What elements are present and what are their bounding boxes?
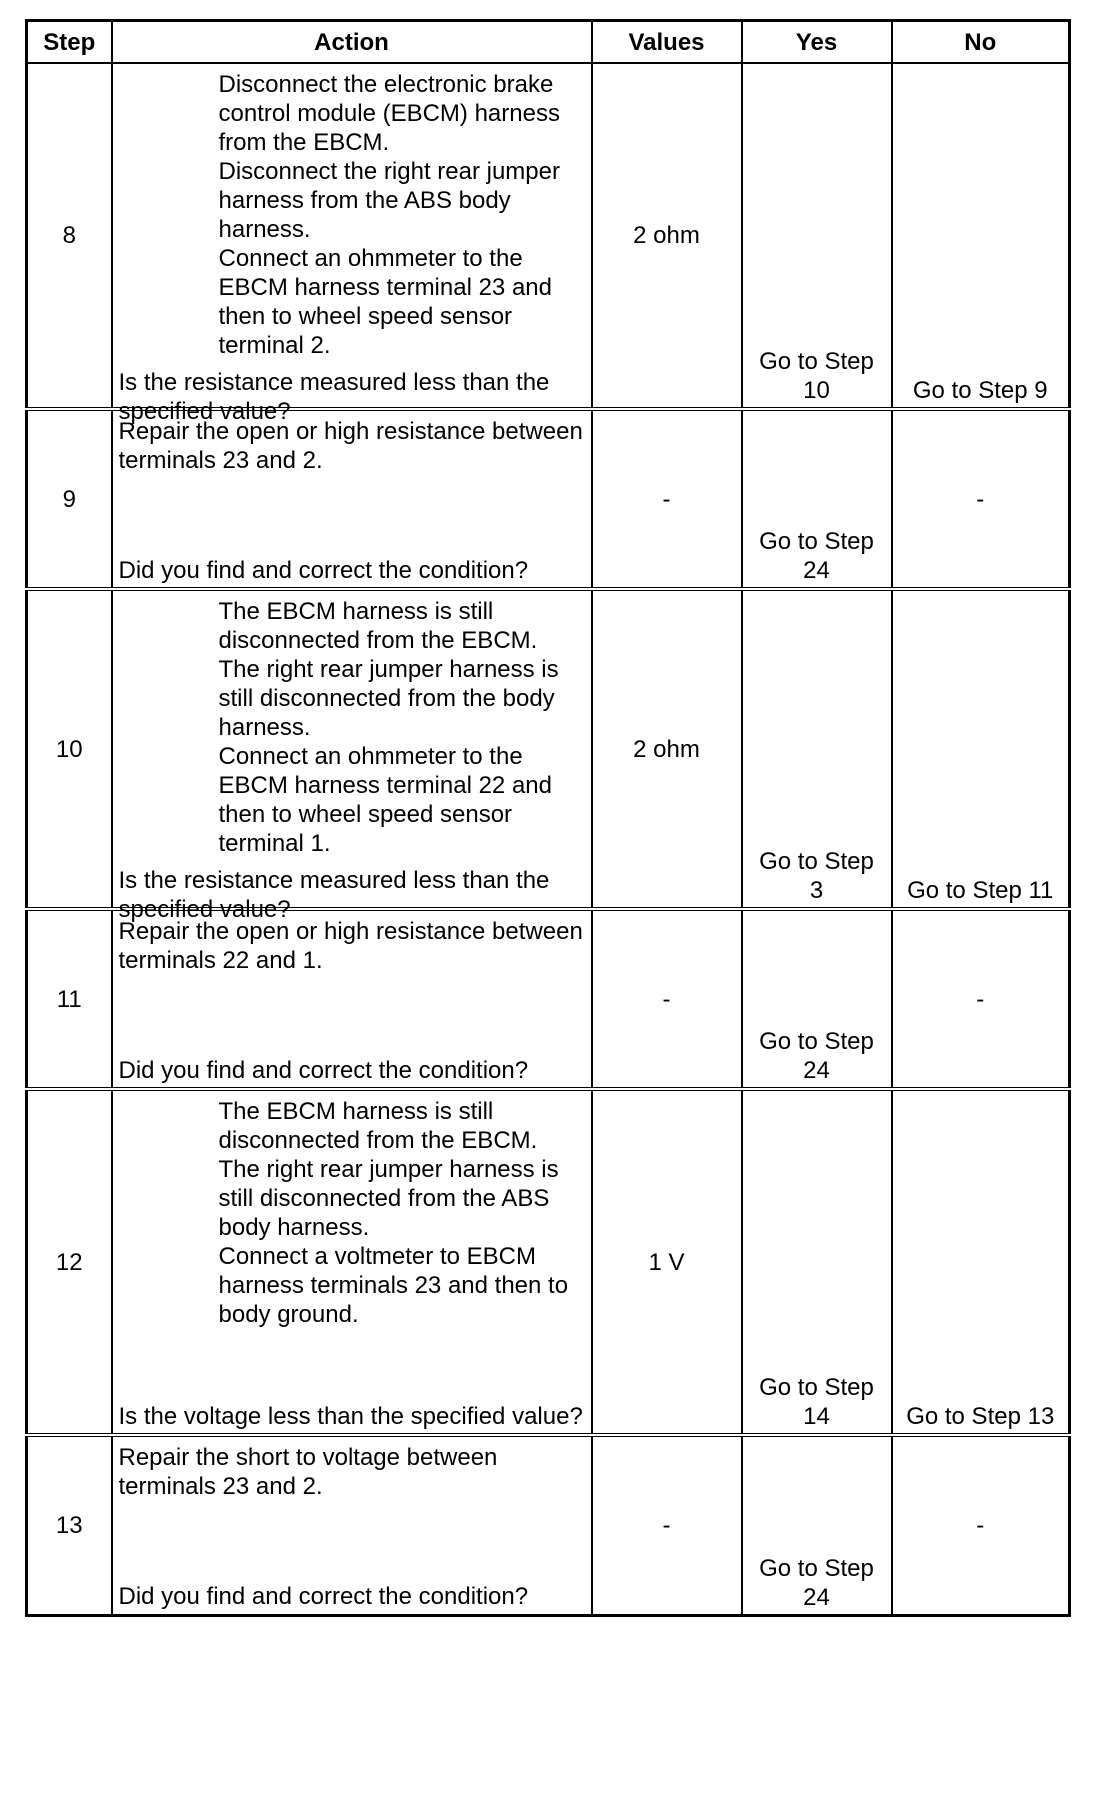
yes-cell (742, 409, 892, 589)
yes-cell (742, 1435, 892, 1615)
no-cell: - (892, 409, 1070, 589)
action-cell (112, 909, 592, 1089)
table-row (27, 1435, 1070, 1615)
yes-link[interactable]: Go to Step 10 (759, 348, 874, 404)
action-cell (112, 409, 592, 589)
action-cell (112, 1435, 592, 1615)
instruction-text: The EBCM harness is still disconnected from the EBCM. The right rear jumper harness is still disconnected from the ABS body harness. Connect a voltmeter to EBCM harness terminals 23 and then to body ground. (218, 1098, 569, 1328)
step-number: 10 (27, 589, 112, 909)
action-question: Did you find and correct the condition? (118, 1057, 529, 1084)
instruction-text: Disconnect the electronic brake control module (EBCM) harness from the EBCM. Disconnect the right rear jumper harness from the ABS body harness. Connect an ohmmeter to the EBCM harness terminal 23 and then to wheel speed sensor terminal 2. (218, 71, 560, 359)
header-yes: Yes (742, 21, 892, 64)
step-number: 9 (27, 409, 112, 589)
header-no: No (892, 21, 1070, 64)
step-number: 8 (27, 63, 112, 409)
table-row (27, 909, 1070, 1089)
yes-link[interactable]: Go to Step 24 (759, 1554, 874, 1611)
action-cell (112, 1089, 592, 1435)
header-row (27, 21, 1070, 64)
action-instructions: Repair the open or high resistance between terminals 23 and 2. (118, 418, 583, 474)
no-link[interactable]: Go to Step 11 (907, 877, 1054, 904)
action-question: Is the voltage less than the specified value? (118, 1403, 583, 1430)
action-instructions (119, 597, 585, 858)
action-question: Did you find and correct the condition? (118, 557, 529, 584)
header-action: Action (112, 21, 592, 64)
action-instructions (119, 70, 585, 360)
table-row (27, 1089, 1070, 1435)
action-question: Did you find and correct the condition? (118, 1583, 529, 1610)
action-cell (112, 589, 592, 923)
no-cell (892, 1089, 1070, 1435)
action-instructions: Repair the short to voltage between terminals 23 and 2. (118, 1444, 498, 1500)
value-cell: 2 ohm (592, 589, 742, 909)
action-instructions: Repair the open or high resistance between terminals 22 and 1. (118, 918, 583, 974)
yes-cell (742, 589, 892, 909)
value-cell: - (592, 909, 742, 1089)
action-question: Is the resistance measured less than the specified value? (118, 369, 550, 425)
step-number: 13 (27, 1435, 112, 1615)
yes-link[interactable]: Go to Step 24 (759, 528, 874, 584)
value-cell: 2 ohm (592, 63, 742, 409)
no-link[interactable]: Go to Step 13 (906, 1403, 1055, 1430)
action-question: Is the resistance measured less than the specified value? (118, 867, 550, 923)
table-row (27, 63, 1070, 409)
value-cell: - (592, 409, 742, 589)
value-cell: - (592, 1435, 742, 1615)
table-row (27, 409, 1070, 589)
yes-link[interactable]: Go to Step 14 (759, 1374, 874, 1430)
table-row (27, 589, 1070, 909)
instruction-text: The EBCM harness is still disconnected from the EBCM. The right rear jumper harness is still disconnected from the body harness. Connect an ohmmeter to the EBCM harness terminal 22 and then to wheel speed sensor terminal 1. (218, 598, 559, 857)
yes-link[interactable]: Go to Step 24 (759, 1028, 874, 1084)
no-cell (892, 589, 1070, 909)
no-cell: - (892, 909, 1070, 1089)
no-cell: - (892, 1435, 1070, 1615)
action-instructions (119, 1097, 585, 1329)
yes-cell (742, 63, 892, 409)
yes-link[interactable]: Go to Step 3 (759, 848, 874, 904)
yes-cell (742, 1089, 892, 1435)
no-cell (892, 63, 1070, 409)
header-step: Step (27, 21, 112, 64)
step-number: 12 (27, 1089, 112, 1435)
step-number: 11 (27, 909, 112, 1089)
yes-cell (742, 909, 892, 1089)
no-link[interactable]: Go to Step 9 (912, 377, 1048, 404)
value-cell: 1 V (592, 1089, 742, 1435)
diagnostic-table (25, 19, 1071, 1617)
action-cell (112, 63, 592, 425)
header-values: Values (592, 21, 742, 64)
